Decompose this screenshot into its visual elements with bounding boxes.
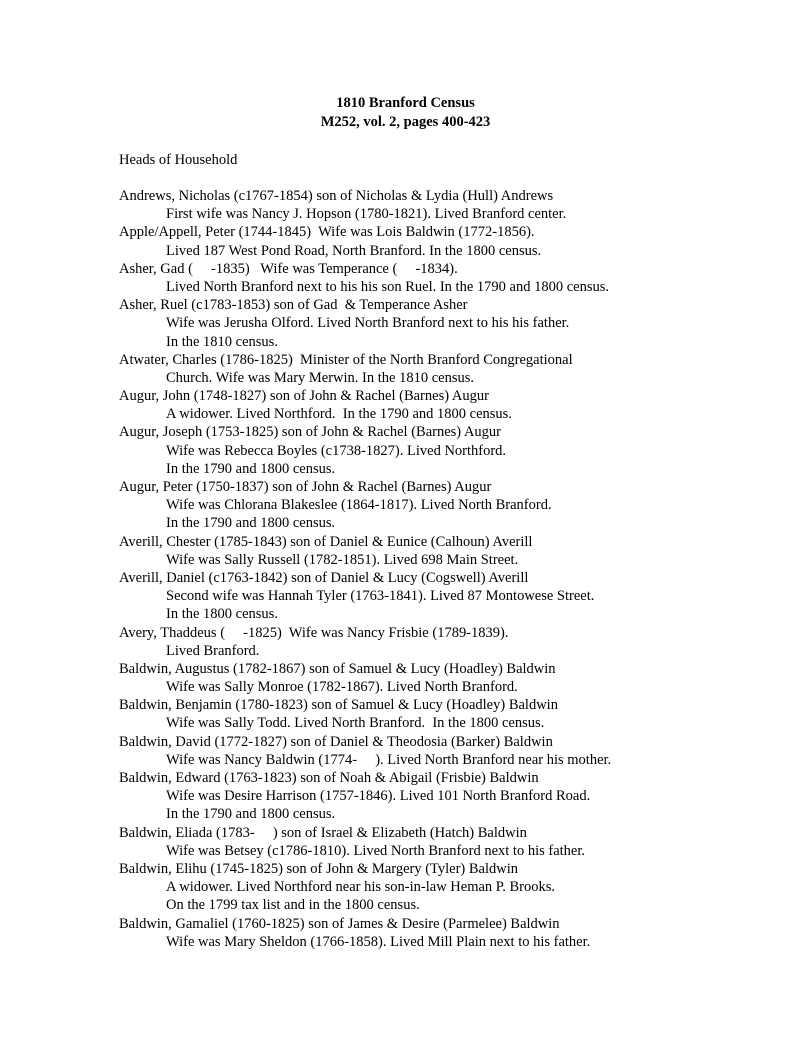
household-entry [119, 423, 719, 478]
household-entry [119, 733, 719, 769]
household-head: Augur, Joseph (1753-1825) son of John & Rachel (Barnes) Augur [119, 424, 501, 441]
household-entry [119, 296, 719, 351]
household-head: Averill, Daniel (c1763-1842) son of Daniel & Lucy (Cogswell) Averill [119, 569, 529, 586]
household-head: Baldwin, Augustus (1782-1867) son of Samuel & Lucy (Hoadley) Baldwin [119, 660, 556, 677]
household-detail: Lived Branford. [166, 642, 260, 659]
household-entry [119, 223, 719, 259]
household-detail: Lived 187 West Pond Road, North Branford. In the 1800 census. [166, 242, 542, 259]
household-entry [119, 769, 719, 824]
household-head: Baldwin, David (1772-1827) son of Daniel & Theodosia (Barker) Baldwin [119, 733, 553, 750]
household-detail: Wife was Jerusha Olford. Lived North Branford next to his his father. [166, 315, 570, 332]
household-head: Asher, Ruel (c1783-1853) son of Gad & Temperance Asher [119, 297, 468, 314]
household-detail: A widower. Lived Northford. In the 1790 and 1800 census. [166, 406, 512, 423]
household-detail: In the 1800 census. [166, 606, 278, 623]
household-detail: Lived North Branford next to his his son Ruel. In the 1790 and 1800 census. [166, 278, 609, 295]
household-list [119, 187, 719, 951]
household-head: Augur, John (1748-1827) son of John & Rachel (Barnes) Augur [119, 388, 489, 405]
household-head: Atwater, Charles (1786-1825) Minister of the North Branford Congregational [119, 351, 573, 368]
household-entry [119, 351, 719, 387]
household-head: Andrews, Nicholas (c1767-1854) son of Nicholas & Lydia (Hull) Andrews [119, 188, 554, 204]
household-entry [119, 187, 719, 223]
document-subtitle: M252, vol. 2, pages 400-423 [320, 114, 491, 130]
household-detail: First wife was Nancy J. Hopson (1780-1821). Lived Branford center. [166, 206, 567, 223]
household-detail: In the 1790 and 1800 census. [166, 515, 336, 532]
document-title: 1810 Branford Census [336, 95, 475, 111]
household-entry [119, 660, 719, 696]
household-entry [119, 478, 719, 533]
household-head: Baldwin, Gamaliel (1760-1825) son of James & Desire (Parmelee) Baldwin [119, 915, 560, 932]
household-detail: A widower. Lived Northford near his son-in-law Heman P. Brooks. [166, 879, 556, 896]
household-detail: In the 1810 census. [166, 333, 278, 350]
household-head: Augur, Peter (1750-1837) son of John & Rachel (Barnes) Augur [119, 479, 492, 495]
household-detail: Wife was Chlorana Blakeslee (1864-1817). Lived North Branford. [166, 497, 552, 514]
household-head: Asher, Gad ( -1835) Wife was Temperance ( -1834). [119, 260, 458, 277]
household-detail: In the 1790 and 1800 census. [166, 806, 336, 823]
household-entry [119, 696, 719, 732]
household-head: Baldwin, Elihu (1745-1825) son of John & Margery (Tyler) Baldwin [119, 860, 519, 877]
household-entry [119, 569, 719, 624]
household-head: Avery, Thaddeus ( -1825) Wife was Nancy Frisbie (1789-1839). [119, 624, 509, 641]
household-head: Baldwin, Eliada (1783- ) son of Israel & Elizabeth (Hatch) Baldwin [119, 824, 527, 841]
section-heading: Heads of Household [119, 152, 238, 168]
household-detail: Wife was Sally Monroe (1782-1867). Lived North Branford. [166, 679, 518, 696]
household-detail: Wife was Sally Russell (1782-1851). Lived 698 Main Street. [166, 551, 519, 568]
title-block [0, 94, 811, 132]
household-detail: Wife was Sally Todd. Lived North Branford. In the 1800 census. [166, 715, 545, 732]
household-detail: Wife was Nancy Baldwin (1774- ). Lived North Branford near his mother. [166, 751, 612, 768]
household-entry [119, 260, 719, 296]
household-detail: In the 1790 and 1800 census. [166, 460, 336, 477]
household-entry [119, 824, 719, 860]
household-head: Averill, Chester (1785-1843) son of Daniel & Eunice (Calhoun) Averill [119, 533, 533, 550]
household-entry [119, 533, 719, 569]
household-detail: Wife was Mary Sheldon (1766-1858). Lived Mill Plain next to his father. [166, 933, 591, 950]
household-detail: On the 1799 tax list and in the 1800 census. [166, 897, 420, 914]
household-detail: Wife was Desire Harrison (1757-1846). Lived 101 North Branford Road. [166, 788, 591, 805]
household-detail: Second wife was Hannah Tyler (1763-1841). Lived 87 Montowese Street. [166, 588, 595, 605]
household-detail: Wife was Rebecca Boyles (c1738-1827). Lived Northford. [166, 442, 507, 459]
household-entry [119, 915, 719, 951]
household-head: Baldwin, Benjamin (1780-1823) son of Samuel & Lucy (Hoadley) Baldwin [119, 697, 558, 714]
household-entry [119, 860, 719, 915]
household-detail: Church. Wife was Mary Merwin. In the 1810 census. [166, 369, 475, 386]
household-detail: Wife was Betsey (c1786-1810). Lived North Branford next to his father. [166, 842, 585, 859]
household-head: Baldwin, Edward (1763-1823) son of Noah & Abigail (Frisbie) Baldwin [119, 770, 539, 786]
household-entry [119, 624, 719, 660]
household-entry [119, 387, 719, 423]
household-head: Apple/Appell, Peter (1744-1845) Wife was Lois Baldwin (1772-1856). [119, 224, 535, 241]
